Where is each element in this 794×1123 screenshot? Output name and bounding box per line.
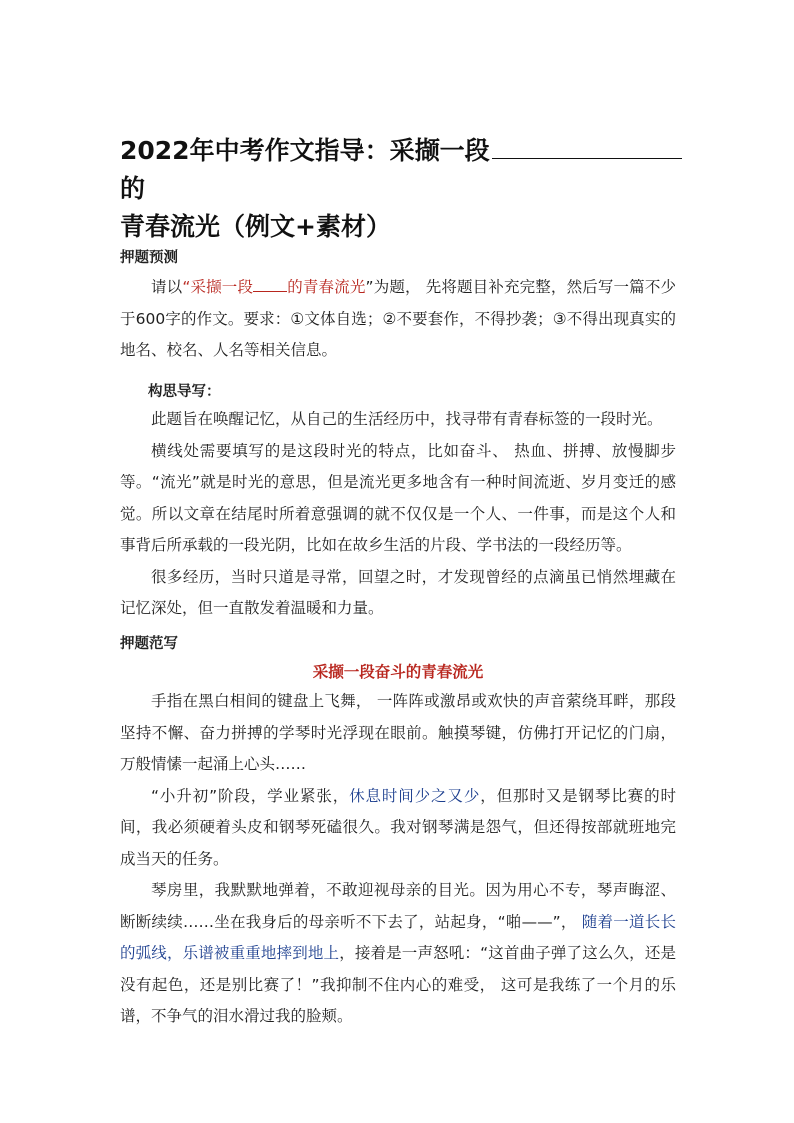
essay-p3-highlight: 随着一道长长的弧线，乐谱被重重地摔到地上: [120, 912, 676, 962]
guide-paragraph-3: 很多经历，当时只道是寻常，回望之时，才发现曾经的点滴虽已悄然埋藏在记忆深处，但一直散发着温暖和力量。: [120, 567, 676, 617]
document-title: [120, 132, 700, 246]
prompt-paragraph: [120, 272, 676, 367]
title-line2: 青春流光（例文+素材）: [120, 212, 391, 241]
section-head-prediction: 押题预测: [120, 250, 178, 266]
essay-paragraph-2: [120, 781, 676, 876]
prompt-rest: ”为题， 先将题目补充完整，然后写一篇不少于600字的作文。要求：①文体自选；②不要套作，不得抄袭；③不得出现真实的地名、校名、人名等相关信息。: [120, 278, 676, 359]
guide-paragraph-2: 横线处需要填写的是这段时光的特点，比如奋斗、 热血、拼搏、放慢脚步等。“流光”就是时光的意思，但是流光更多地含有一种时间流逝、岁月变迁的感觉。所以文章在结尾时所着意强调的就不仅仅是一个人、一件事，而是这个人和事背后所承载的一段光阴，比如在故乡生活的片段、学书法的一段经历等。: [120, 441, 676, 554]
essay-p2-part-c: ，但那时又是钢琴比赛的时间，我必须硬着头皮和钢琴死磕很久。我对钢琴满是怨气，但还得按部就班地完成当天的任务。: [120, 786, 676, 868]
essay-paragraph-1: 手指在黑白相间的键盘上飞舞， 一阵阵或激昂或欢快的声音萦绕耳畔，那段坚持不懈、奋力拼搏的学琴时光浮现在眼前。触摸琴键，仿佛打开记忆的门扇，万般情愫一起涌上心头……: [120, 692, 676, 773]
title-line1-end: 的: [120, 174, 146, 203]
essay-body: [120, 686, 676, 1033]
essay-p2-highlight: 休息时间少之又少: [349, 786, 481, 805]
title-blank-line: [492, 136, 682, 159]
essay-title: 采撷一段奋斗的青春流光: [312, 663, 484, 681]
prompt-quote-part1: “采撷一段: [182, 278, 254, 296]
prompt-blank-line: [253, 277, 287, 292]
section-head-guide: 构思导写：: [148, 384, 221, 400]
prompt-quote-part2: 的青春流光: [287, 278, 366, 296]
prompt-start: 请以: [151, 278, 183, 296]
essay-p3-part-a: 琴房里，我默默地弹着，不敢迎视母亲的目光。因为用心不专，琴声晦涩、断断续续……坐在我身后的母亲听不下去了，站起身，“啪——”，: [120, 881, 676, 931]
guide-paragraph-1: 此题旨在唤醒记忆，从自己的生活经历中，找寻带有青春标签的一段时光。: [151, 410, 663, 428]
essay-p2-part-a: “小升初”阶段，学业紧张，: [151, 786, 350, 805]
essay-p3-part-c: ，接着是一声怒吼：“这首曲子弹了这么久，还是没有起色，还是别比赛了！”我抑制不住内心的难受， 这可是我练了一个月的乐谱，不争气的泪水滑过我的脸颊。: [120, 944, 676, 1025]
section-head-sample: 押题范写: [120, 636, 178, 652]
essay-paragraph-3: [120, 875, 676, 1033]
title-line1-start: 2022年中考作文指导：采撷一段: [120, 136, 490, 165]
guide-paragraphs: [120, 404, 676, 625]
